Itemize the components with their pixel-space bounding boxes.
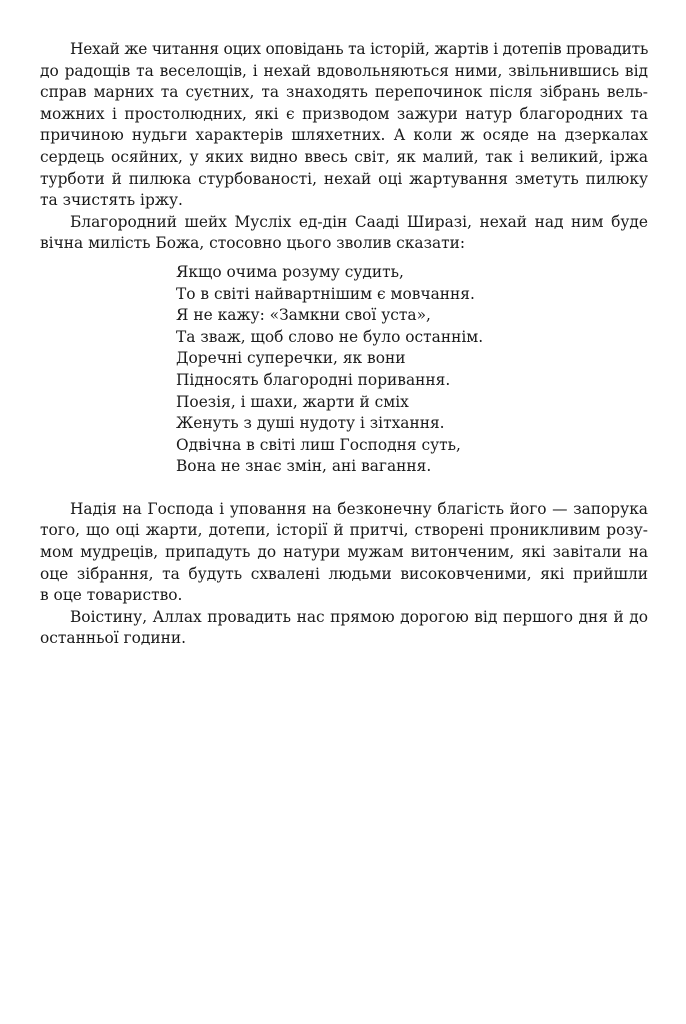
text-line: мом мудреців, припадуть до натури мужам витонченим, які завітали на — [40, 543, 648, 562]
text-line: Благородний шейх Мусліх ед-дін Сааді Ширазі, нехай над ним буде — [70, 212, 648, 231]
verse-line: Вона не знає змін, ані вагання. — [176, 457, 432, 476]
text-line: Надія на Господа і уповання на безконечну благість його — запорука — [70, 499, 648, 518]
text-line: до радощів та веселощів, і нехай вдовольняються ними, звільнившись від — [40, 61, 648, 80]
verse-line: Доречні суперечки, як вони — [176, 349, 406, 368]
text-line: справ марних та суєтних, та знаходять перепочинок після зібрань вель- — [40, 83, 648, 102]
verse-line: Одвічна в світі лиш Господня суть, — [176, 435, 461, 454]
text-line: Воістину, Аллах провадить нас прямою дорогою від першого дня й до — [70, 607, 648, 626]
verse-line: Якщо очима розуму судить, — [176, 262, 404, 281]
text-line: Нехай же читання оцих оповідань та історій, жартів і дотепів провадить — [70, 40, 649, 58]
paragraph-intro — [40, 39, 648, 212]
text-line: сердець осяйних, у яких видно ввесь світ, як малий, так і великий, іржа — [40, 147, 648, 166]
text-line: останньої години. — [40, 629, 187, 648]
text-line: вічна милість Божа, стосовно цього зволив сказати: — [40, 234, 466, 253]
text-line: можних і простолюдних, які є призводом зажури натур благородних та — [40, 104, 648, 123]
text-line: того, що оці жарти, дотепи, історії й притчі, створені проникливим розу- — [40, 521, 648, 540]
paragraph-hope — [40, 499, 648, 607]
verse-block — [40, 262, 648, 478]
text-line: турботи й пилюка стурбованості, нехай оці жартування зметуть пилюку — [40, 169, 648, 188]
verse-line: Я не кажу: «Замкни свої уста», — [176, 306, 431, 325]
verse-line: Поезія, і шахи, жарти й сміх — [176, 392, 409, 411]
paragraph-saadi — [40, 212, 648, 255]
verse-line: Та зваж, щоб слово не було останнім. — [176, 327, 484, 346]
verse-line: Підносять благородні поривання. — [176, 370, 451, 389]
text-line: оце зібрання, та будуть схвалені людьми високовченими, які прийшли — [40, 564, 648, 583]
text-line: в оце товариство. — [40, 586, 183, 605]
verse-line: Женуть з душі нудоту і зітхання. — [176, 414, 445, 433]
verse-line: То в світі найвартнішим є мовчання. — [176, 284, 475, 303]
text-line: та зчистять іржу. — [40, 191, 183, 210]
paragraph-closing — [40, 607, 648, 650]
text-line: причиною нудьги характерів шляхетних. А коли ж осяде на дзеркалах — [40, 126, 648, 145]
document-text — [40, 39, 648, 650]
